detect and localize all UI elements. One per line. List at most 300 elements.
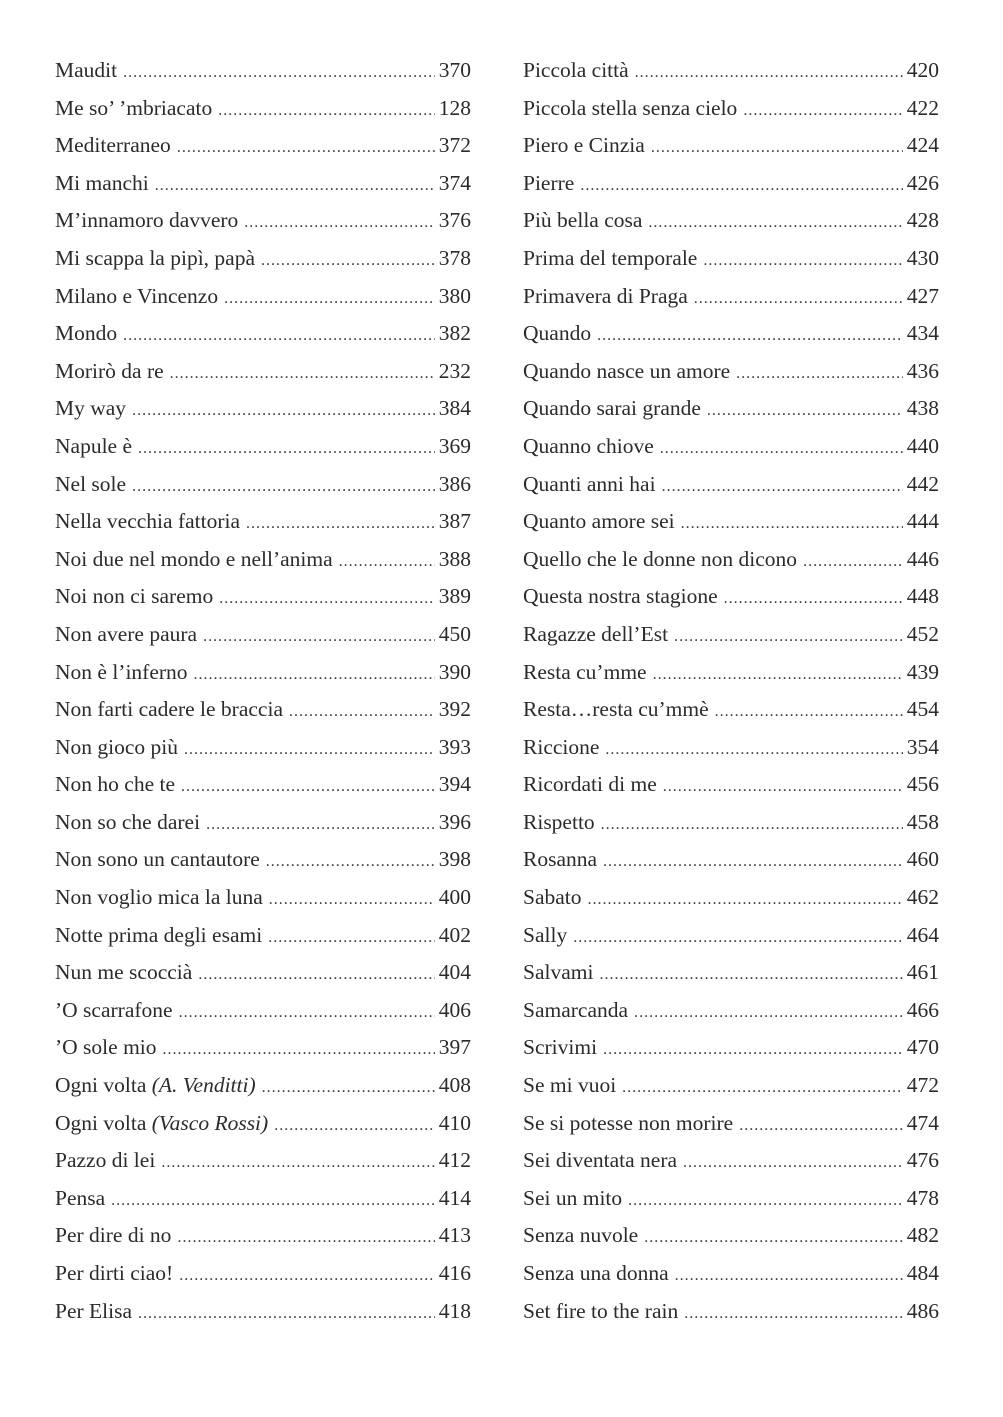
dot-leader (138, 1295, 435, 1333)
entry-page-number: 461 (906, 960, 939, 985)
index-entry (55, 90, 471, 128)
entry-page-number: 397 (438, 1035, 471, 1060)
index-entry (55, 1105, 471, 1143)
dot-leader (739, 1107, 903, 1145)
index-entry (523, 1180, 939, 1218)
entry-title (55, 954, 192, 992)
entry-page-number: 434 (906, 321, 939, 346)
entry-title (55, 1293, 132, 1331)
entry-page-number: 470 (906, 1035, 939, 1060)
entry-title-text: Rosanna (523, 847, 598, 872)
entry-title-text: Noi due nel mondo e nell’anima (55, 546, 333, 571)
entry-title-text: Per dirti ciao! (55, 1261, 174, 1285)
dot-leader (244, 204, 434, 242)
entry-title-text: Mondo (55, 321, 118, 346)
index-entry (55, 1217, 471, 1255)
entry-title-text: Scrivimi (523, 1035, 598, 1060)
entry-title-text: Notte prima degli esami (55, 922, 263, 947)
entry-title-text: Milano e Vincenzo (55, 283, 219, 308)
entry-page-number: 376 (438, 208, 471, 233)
entry-title-text: Piccola città (523, 58, 629, 82)
index-entry (523, 992, 939, 1030)
dot-leader (155, 167, 435, 205)
entry-title (523, 1105, 733, 1143)
entry-title-text: Nel sole (55, 471, 127, 496)
entry-title-text: My way (55, 396, 127, 421)
entry-title (55, 541, 333, 579)
dot-leader (163, 1031, 435, 1069)
entry-title (523, 804, 595, 842)
entry-page-number: 462 (906, 885, 939, 910)
index-entry (523, 1293, 939, 1331)
entry-page-number: 410 (438, 1110, 471, 1135)
entry-title-text: Senza una donna (523, 1261, 669, 1285)
entry-title-text: Questa nostra stagione (523, 584, 718, 609)
entry-title (55, 315, 117, 353)
index-entry (523, 428, 939, 466)
index-entry (523, 466, 939, 504)
entry-title (55, 841, 260, 879)
entry-title (523, 578, 718, 616)
index-entry (55, 616, 471, 654)
entry-title-text: Set fire to the rain (523, 1298, 679, 1323)
index-entry (523, 278, 939, 316)
dot-leader (628, 1182, 903, 1220)
index-entry (55, 917, 471, 955)
entry-title-text: Mediterraneo (55, 133, 171, 158)
entry-page-number: 452 (906, 621, 939, 646)
dot-leader (218, 92, 435, 130)
dot-leader (339, 543, 435, 581)
dot-leader (206, 806, 435, 844)
entry-title-text: Quando (523, 321, 592, 346)
entry-page-number: 478 (906, 1185, 939, 1210)
dot-leader (198, 956, 434, 994)
dot-leader (261, 242, 435, 280)
entry-title-text: Sabato (523, 885, 582, 910)
entry-title (55, 729, 178, 767)
entry-page-number: 454 (906, 697, 939, 722)
entry-title (55, 616, 197, 654)
index-entry (523, 165, 939, 203)
entry-title-text: Pensa (55, 1185, 106, 1210)
index-entry (55, 52, 471, 90)
dot-leader (184, 731, 435, 769)
index-entry (55, 578, 471, 616)
dot-leader (588, 881, 903, 919)
index-entry (55, 315, 471, 353)
index-entry (55, 202, 471, 240)
entry-title (523, 202, 642, 240)
entry-title-text: Nun me scoccià (55, 960, 193, 985)
entry-title-text: Ragazze dell’Est (523, 621, 669, 646)
entry-title-text: Sei diventata nera (523, 1148, 678, 1173)
entry-page-number: 427 (906, 283, 939, 308)
entry-page-number: 406 (438, 997, 471, 1022)
index-entry (523, 503, 939, 541)
entry-title-text: Salvami (523, 960, 594, 985)
index-entry (55, 428, 471, 466)
dot-leader (573, 919, 903, 957)
dot-leader (179, 1257, 435, 1295)
dot-leader (803, 543, 903, 581)
index-entry (523, 1255, 939, 1293)
entry-title-text: Sei un mito (523, 1185, 623, 1210)
dot-leader (663, 768, 903, 806)
entry-title (55, 1180, 105, 1218)
dot-leader (603, 843, 903, 881)
entry-page-number: 384 (438, 396, 471, 421)
entry-title (523, 1029, 597, 1067)
entry-title-text: Maudit (55, 58, 118, 82)
index-entry (523, 127, 939, 165)
index-entry (523, 729, 939, 767)
entry-title-text: Per dire di no (55, 1223, 172, 1248)
dot-leader (123, 317, 435, 355)
entry-title (523, 691, 709, 729)
dot-leader (644, 1219, 903, 1257)
index-entry (523, 841, 939, 879)
entry-title (55, 1217, 171, 1255)
dot-leader (161, 1144, 434, 1182)
entry-title (523, 729, 599, 767)
index-entry (55, 1142, 471, 1180)
index-entry (523, 578, 939, 616)
entry-title-text: ’O sole mio (55, 1035, 157, 1060)
index-entry (523, 202, 939, 240)
entry-page-number: 472 (906, 1073, 939, 1098)
entry-title-text: Ogni volta (55, 1110, 147, 1135)
entry-title (55, 804, 200, 842)
entry-page-number: 404 (438, 960, 471, 985)
entry-artist-note: (A. Venditti) (151, 1073, 256, 1098)
entry-page-number: 387 (438, 509, 471, 534)
index-entry (523, 954, 939, 992)
entry-page-number: 378 (438, 245, 471, 270)
entry-page-number: 476 (906, 1148, 939, 1173)
entry-title-text: Quanto amore sei (523, 509, 675, 534)
index-entry (523, 804, 939, 842)
entry-title-text: Samarcanda (523, 997, 629, 1022)
index-entry (55, 353, 471, 391)
entry-title-text: Ricordati di me (523, 772, 657, 797)
entry-title (55, 127, 171, 165)
entry-page-number: 232 (438, 358, 471, 383)
entry-page-number: 128 (438, 95, 471, 120)
entry-page-number: 446 (906, 546, 939, 571)
entry-page-number: 393 (438, 734, 471, 759)
entry-page-number: 460 (906, 847, 939, 872)
entry-title-text: Se mi vuoi (523, 1073, 617, 1098)
dot-leader (681, 505, 903, 543)
entry-title-text: Sally (523, 922, 568, 947)
dot-leader (715, 693, 903, 731)
index-entry (55, 1255, 471, 1293)
entry-title (523, 954, 593, 992)
dot-leader (274, 1107, 435, 1145)
entry-title-text: Piccola stella senza cielo (523, 95, 738, 120)
entry-title-text: Ogni volta (55, 1073, 147, 1098)
entry-page-number: 418 (438, 1298, 471, 1323)
entry-page-number: 370 (438, 58, 471, 82)
entry-title-text: Più bella cosa (523, 208, 643, 233)
index-entry (55, 1293, 471, 1331)
dot-leader (683, 1144, 903, 1182)
entry-page-number: 369 (438, 433, 471, 458)
dot-leader (724, 580, 903, 618)
index-entry (55, 954, 471, 992)
index-entry (523, 1142, 939, 1180)
entry-title (523, 315, 591, 353)
entry-title-text: Mi scappa la pipì, papà (55, 245, 256, 270)
entry-title (55, 240, 255, 278)
entry-title-text: Quando sarai grande (523, 396, 701, 421)
dot-leader (736, 355, 903, 393)
dot-leader (224, 280, 435, 318)
dot-leader (653, 656, 903, 694)
dot-leader (648, 204, 902, 242)
index-entry (55, 278, 471, 316)
index-entry (55, 691, 471, 729)
index-entry (523, 541, 939, 579)
entry-page-number: 392 (438, 697, 471, 722)
index-entry (55, 1067, 471, 1105)
index-entry (55, 240, 471, 278)
entry-title (55, 90, 212, 128)
dot-leader (132, 392, 435, 430)
dot-leader (674, 618, 903, 656)
entry-title (523, 90, 737, 128)
entry-page-number: 420 (906, 58, 939, 82)
dot-leader (177, 129, 435, 167)
index-entry (55, 1180, 471, 1218)
entry-title-text: Piero e Cinzia (523, 133, 645, 158)
dot-leader (703, 242, 902, 280)
entry-page-number: 482 (906, 1223, 939, 1248)
dot-leader (662, 468, 903, 506)
entry-title-text: Pazzo di lei (55, 1148, 156, 1173)
entry-title-text: Non farti cadere le braccia (55, 697, 283, 722)
index-entry (55, 466, 471, 504)
entry-page-number: 436 (906, 358, 939, 383)
entry-title (55, 1105, 268, 1143)
entry-title (55, 917, 262, 955)
dot-leader (694, 280, 903, 318)
entry-title (523, 353, 730, 391)
dot-leader (603, 1031, 903, 1069)
dot-leader (177, 1219, 434, 1257)
index-entry (55, 654, 471, 692)
entry-title (55, 390, 126, 428)
entry-title-text: Rispetto (523, 809, 595, 834)
dot-leader (597, 317, 903, 355)
index-entry (523, 240, 939, 278)
entry-title (523, 1067, 616, 1105)
entry-title (55, 202, 238, 240)
entry-title (55, 52, 117, 90)
index-entry (523, 315, 939, 353)
dot-leader (684, 1295, 903, 1333)
entry-title (523, 503, 675, 541)
entry-page-number: 413 (438, 1223, 471, 1248)
index-entry (523, 353, 939, 391)
dot-leader (203, 618, 435, 656)
entry-title-text: Non gioco più (55, 734, 179, 759)
entry-page-number: 484 (906, 1261, 939, 1285)
entry-title-text: Riccione (523, 734, 600, 759)
entry-title (523, 917, 567, 955)
dot-leader (219, 580, 435, 618)
entry-page-number: 440 (906, 433, 939, 458)
entry-page-number: 380 (438, 283, 471, 308)
index-entry (523, 917, 939, 955)
index-entry (55, 541, 471, 579)
entry-title (523, 616, 668, 654)
dot-leader (660, 430, 903, 468)
index-column-right (523, 52, 939, 1330)
entry-title (523, 841, 597, 879)
entry-title (523, 992, 628, 1030)
entry-title (523, 165, 574, 203)
entry-title-text: ’O scarrafone (55, 997, 173, 1022)
entry-title-text: Quanti anni hai (523, 471, 656, 496)
entry-page-number: 430 (906, 245, 939, 270)
dot-leader (132, 468, 435, 506)
dot-leader (675, 1257, 903, 1295)
dot-leader (266, 843, 435, 881)
entry-artist-note: (Vasco Rossi) (151, 1110, 269, 1135)
entry-title-text: Quando nasce un amore (523, 358, 731, 383)
entry-title-text: Non ho che te (55, 772, 176, 797)
entry-title (523, 52, 629, 90)
entry-page-number: 426 (906, 170, 939, 195)
entry-title-text: Napule è (55, 433, 133, 458)
entry-page-number: 474 (906, 1110, 939, 1135)
entry-title (55, 578, 213, 616)
entry-page-number: 486 (906, 1298, 939, 1323)
dot-leader (707, 392, 903, 430)
entry-title-text: Non sono un cantautore (55, 847, 260, 872)
dot-leader (269, 881, 435, 919)
entry-title-text: Quanno chiove (523, 433, 654, 458)
index-entry (523, 1067, 939, 1105)
entry-title (523, 278, 688, 316)
entry-page-number: 456 (906, 772, 939, 797)
index-entry (55, 165, 471, 203)
entry-page-number: 374 (438, 170, 471, 195)
entry-title (523, 1180, 622, 1218)
entry-title (523, 240, 697, 278)
index-entry (55, 1029, 471, 1067)
entry-page-number: 400 (438, 885, 471, 910)
dot-leader (634, 994, 903, 1032)
entry-page-number: 414 (438, 1185, 471, 1210)
entry-title-text: Non è l’inferno (55, 659, 188, 684)
index-entry (55, 127, 471, 165)
index-entry (523, 616, 939, 654)
entry-page-number: 402 (438, 922, 471, 947)
entry-title (55, 466, 126, 504)
entry-title (55, 879, 263, 917)
dot-leader (181, 768, 435, 806)
index-entry (55, 879, 471, 917)
entry-title-text: Resta…resta cu’mmè (523, 697, 709, 722)
dot-leader (170, 355, 435, 393)
entry-title (55, 353, 164, 391)
entry-title-text: Primavera di Praga (523, 283, 688, 308)
entry-page-number: 408 (438, 1073, 471, 1098)
entry-title (523, 654, 647, 692)
index-entry (55, 503, 471, 541)
entry-title (55, 1029, 157, 1067)
dot-leader (289, 693, 435, 731)
dot-leader (138, 430, 435, 468)
index-entry (523, 1029, 939, 1067)
index-entry (523, 691, 939, 729)
index-entry (523, 766, 939, 804)
entry-title (55, 1142, 155, 1180)
index-column-left (55, 52, 471, 1330)
entry-title-text: Quello che le donne non dicono (523, 546, 798, 571)
entry-title-text: Morirò da re (55, 358, 164, 383)
entry-page-number: 394 (438, 772, 471, 797)
index-entry (523, 879, 939, 917)
index-entry (55, 804, 471, 842)
entry-title (55, 766, 175, 804)
index-entry (523, 654, 939, 692)
entry-page-number: 424 (906, 133, 939, 158)
entry-page-number: 386 (438, 471, 471, 496)
index-entry (55, 766, 471, 804)
entry-page-number: 422 (906, 95, 939, 120)
entry-page-number: 389 (438, 584, 471, 609)
entry-page-number: 466 (906, 997, 939, 1022)
index-entry (55, 841, 471, 879)
entry-page-number: 464 (906, 922, 939, 947)
entry-title-text: Senza nuvole (523, 1223, 639, 1248)
entry-page-number: 390 (438, 659, 471, 684)
entry-title (55, 503, 240, 541)
entry-page-number: 412 (438, 1148, 471, 1173)
dot-leader (635, 54, 903, 92)
dot-leader (123, 54, 435, 92)
entry-title-text: Me so’ ’mbriacato (55, 95, 213, 120)
entry-page-number: 372 (438, 133, 471, 158)
entry-page-number: 439 (906, 659, 939, 684)
entry-page-number: 450 (438, 621, 471, 646)
entry-page-number: 444 (906, 509, 939, 534)
entry-title (55, 165, 149, 203)
entry-title (55, 1255, 173, 1293)
dot-leader (262, 1069, 435, 1107)
index-entry (523, 1217, 939, 1255)
dot-leader (268, 919, 435, 957)
entry-title (55, 691, 283, 729)
index-entry (55, 992, 471, 1030)
entry-title (523, 1217, 638, 1255)
entry-title-text: Prima del temporale (523, 245, 698, 270)
entry-title (523, 127, 645, 165)
entry-title (523, 466, 656, 504)
index-entry (55, 729, 471, 767)
dot-leader (246, 505, 435, 543)
entry-title-text: M’innamoro davvero (55, 208, 239, 233)
entry-title-text: Non avere paura (55, 621, 198, 646)
entry-title-text: Noi non ci saremo (55, 584, 214, 609)
entry-title (523, 766, 657, 804)
dot-leader (194, 656, 435, 694)
dot-leader (605, 731, 902, 769)
